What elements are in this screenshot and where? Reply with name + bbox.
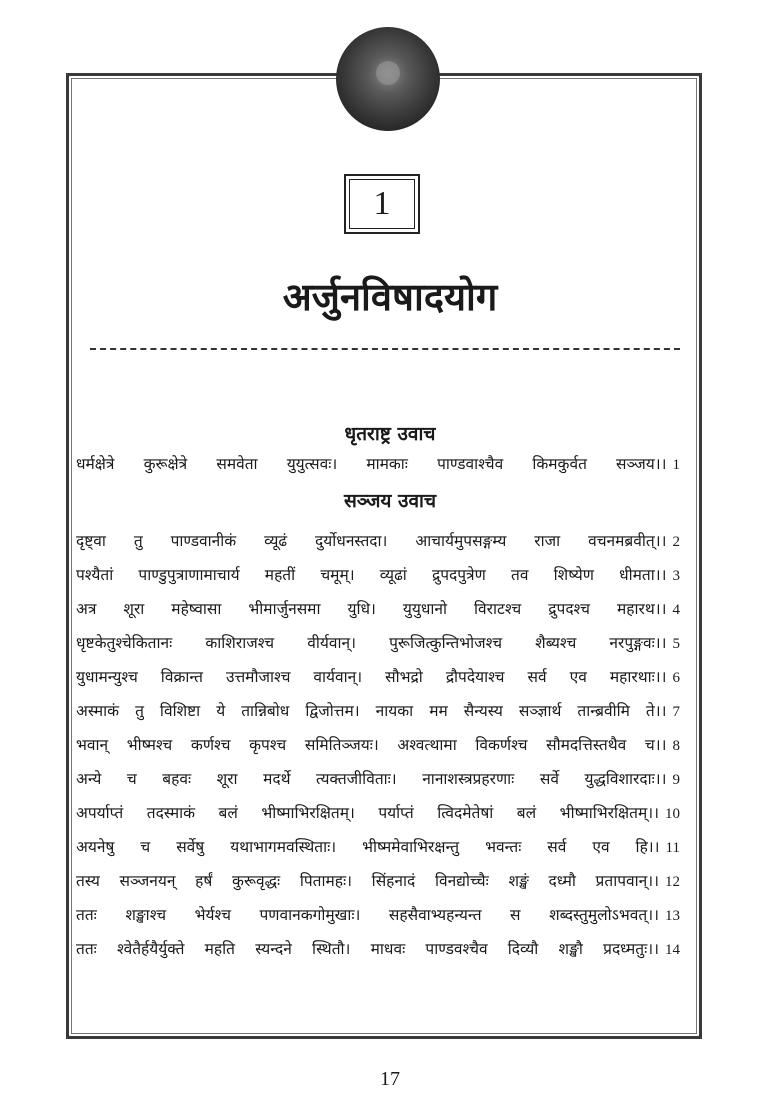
verse-text: अपर्याप्तं तदस्माकं बलं भीष्माभिरक्षितम्। पर्याप्तं त्विदमेतेषां बलं भीष्माभिरक्षितम्।। bbox=[76, 804, 659, 822]
verse bbox=[76, 524, 680, 558]
verse-number: 7 bbox=[672, 704, 680, 720]
verse bbox=[76, 728, 680, 762]
verse-text: अयनेषु च सर्वेषु यथाभागमवस्थिताः। भीष्ममेवाभिरक्षन्तु भवन्तः सर्व एव हि।। bbox=[76, 838, 660, 856]
verse-text: ततः शङ्खाश्च भेर्यश्च पणवानकगोमुखाः। सहसैवाभ्यहन्यन्त स शब्दस्तुमुलोऽभवत्।। bbox=[76, 906, 659, 924]
verse-text: अस्माकं तु विशिष्टा ये तान्निबोध द्विजोत्तम। नायका मम सैन्यस्य सञ्ज्ञार्थ तान्ब्रवीमि ते।। bbox=[76, 702, 667, 720]
verse bbox=[76, 660, 680, 694]
verse-number: 10 bbox=[665, 806, 680, 822]
verse-number: 4 bbox=[672, 602, 680, 618]
verse bbox=[76, 592, 680, 626]
verse-number: 1 bbox=[672, 457, 680, 473]
verse-text: तस्य सञ्जनयन् हर्षं कुरूवृद्धः पितामहः। सिंहनादं विनद्योच्चैः शङ्खं दध्मौ प्रतापवान्।। bbox=[76, 872, 659, 890]
verse bbox=[76, 864, 680, 898]
verse bbox=[76, 830, 680, 864]
verse-number: 8 bbox=[672, 738, 680, 754]
verse bbox=[76, 447, 680, 481]
verse bbox=[76, 796, 680, 830]
verse-number: 3 bbox=[672, 568, 680, 584]
verse-text: पश्यैतां पाण्डुपुत्राणामाचार्य महतीं चमूम्। व्यूढां द्रुपदपुत्रेण तव शिष्येण धीमता।। bbox=[76, 566, 667, 584]
verse bbox=[76, 762, 680, 796]
chapter-number: 1 bbox=[349, 179, 415, 229]
verse-text: अत्र शूरा महेष्वासा भीमार्जुनसमा युधि। युयुधानो विराटश्च द्रुपदश्च महारथ।। bbox=[76, 600, 667, 618]
verse-number: 2 bbox=[672, 534, 680, 550]
verse-text: दृष्ट्वा तु पाण्डवानीकं व्यूढं दुर्योधनस्तदा। आचार्यमुपसङ्गम्य राजा वचनमब्रवीत्।। bbox=[76, 532, 667, 550]
verse-number: 11 bbox=[665, 840, 680, 856]
verse-text: ततः श्वेतैर्हयैर्युक्ते महति स्यन्दने स्थितौ। माधवः पाण्डवश्चैव दिव्यौ शङ्खौ प्रदध्मतुः।। bbox=[76, 940, 659, 958]
krishna-medallion-image bbox=[336, 27, 440, 131]
verse-number: 5 bbox=[672, 636, 680, 652]
speaker-heading: धृतराष्ट्र उवाच bbox=[344, 423, 436, 445]
verse-text: धृष्टकेतुश्चेकितानः काशिराजश्च वीर्यवान्। पुरूजित्कुन्तिभोजश्च शैब्यश्च नरपुङ्गवः।। bbox=[76, 634, 667, 652]
page-number: 17 bbox=[380, 1068, 400, 1090]
verse-number: 13 bbox=[665, 908, 680, 924]
verse bbox=[76, 694, 680, 728]
verse-number: 14 bbox=[665, 942, 680, 958]
verse bbox=[76, 898, 680, 932]
verse-text: भवान् भीष्मश्च कर्णश्च कृपश्च समितिञ्जयः। अश्वत्थामा विकर्णश्च सौमदत्तिस्तथैव च।। bbox=[76, 736, 667, 754]
verse-text: धर्मक्षेत्रे कुरूक्षेत्रे समवेता युयुत्सवः। मामकाः पाण्डवाश्चैव किमकुर्वत सञ्जय।। bbox=[76, 455, 667, 473]
verse-text: अन्ये च बहवः शूरा मदर्थे त्यक्तजीविताः। नानाशस्त्रप्रहरणाः सर्वे युद्धविशारदाः।। bbox=[76, 770, 667, 788]
verse-list bbox=[76, 524, 680, 966]
verse bbox=[76, 558, 680, 592]
verse bbox=[76, 626, 680, 660]
verse bbox=[76, 932, 680, 966]
speaker-heading: सञ्जय उवाच bbox=[343, 490, 437, 512]
chapter-title: अर्जुनविषादयोग bbox=[282, 275, 498, 319]
chapter-number-box bbox=[344, 174, 420, 234]
verse-text: युधामन्युश्च विक्रान्त उत्तमौजाश्च वार्यवान्। सौभद्रो द्रौपदेयाश्च सर्व एव महारथाः।। bbox=[76, 668, 667, 686]
verse-number: 12 bbox=[665, 874, 680, 890]
verse-list bbox=[76, 447, 680, 481]
verse-number: 9 bbox=[672, 772, 680, 788]
verse-number: 6 bbox=[672, 670, 680, 686]
dashed-divider bbox=[90, 348, 680, 350]
